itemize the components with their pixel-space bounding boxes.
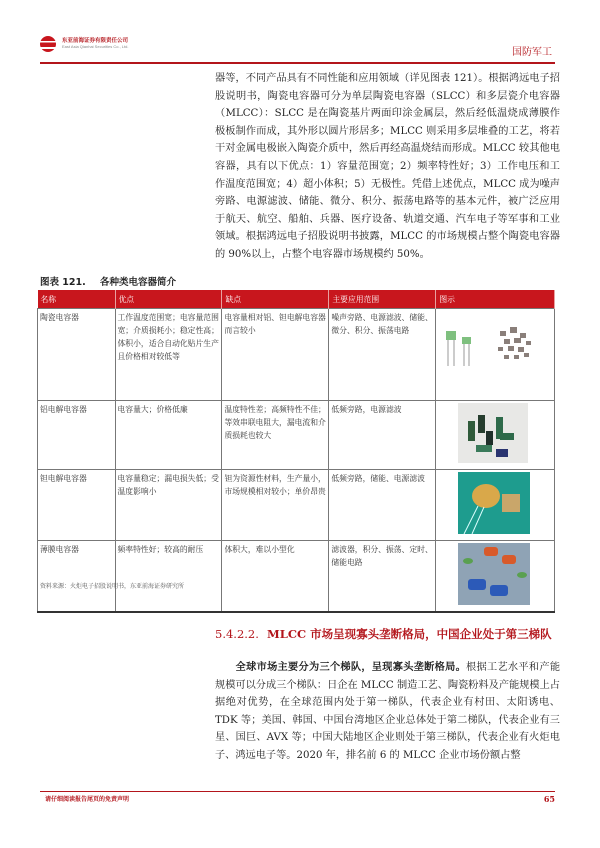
ceramic-capacitors-image bbox=[436, 309, 555, 401]
cell-cons: 体积大，难以小型化 bbox=[222, 541, 329, 613]
cell-name: 铝电解电容器 bbox=[38, 401, 116, 470]
col-header-image: 图示 bbox=[436, 290, 555, 309]
cell-name: 薄膜电容器 bbox=[38, 541, 116, 613]
capacitor-table bbox=[37, 290, 555, 613]
table-header-row bbox=[38, 290, 555, 309]
tantalum-capacitor-icon bbox=[438, 472, 544, 534]
table-row bbox=[38, 541, 555, 613]
intro-paragraph: 器等，不同产品具有不同性能和应用领域（详见图表 121）。根据鸿远电子招股说明书，陶瓷电容器可分为单层陶瓷电容器（SLCC）和多层瓷介电容器（MLCC）：SLCC 是在陶瓷基片两面印涂金属层，然后经低温烧成薄膜作极板制作而成，其外形以圆片形居多；MLCC 则采用多层堆叠的工艺，将若干对金属电极嵌入陶瓷介质中，然后再经高温烧结而形成。MLCC 较其他电容器，具有以下优点：1）容量范围宽；2）频率特性好；3）工作电压和工作温度范围宽；4）超小体积；5）无极性。凭借上述优点，MLCC 成为噪声旁路、电源滤波、储能、微分、积分、振荡电路等的基本元件，被广泛应用于航天、航空、船舶、兵器、医疗设备、轨道交通、汽车电子等军事和工业领域。根据鸿远电子招股说明书披露，MLCC 的市场规模占整个陶瓷电容器的 90%以上，占整个电容器市场规模约 50%。 bbox=[215, 73, 560, 260]
aluminum-electrolytic-capacitors-image bbox=[436, 401, 555, 470]
cell-apps: 低频旁路，电源滤波 bbox=[329, 401, 436, 470]
page-number: 65 bbox=[543, 794, 555, 804]
col-header-pros: 优点 bbox=[115, 290, 222, 309]
table-row bbox=[38, 401, 555, 470]
figure-source: 资料来源：火炬电子招股说明书，东亚前海证券研究所 bbox=[40, 583, 185, 590]
report-section-label: 国防军工 bbox=[512, 47, 552, 58]
section-number: 5.4.2.2. bbox=[215, 627, 259, 641]
col-header-name: 名称 bbox=[38, 290, 116, 309]
company-logo-icon bbox=[40, 36, 56, 52]
page-header bbox=[40, 30, 560, 60]
cell-pros: 工作温度范围宽；电容量范围宽；介质损耗小；稳定性高；体积小，适合自动化贴片生产且价格相对较低等 bbox=[115, 309, 222, 401]
section-title: MLCC 市场呈现寡头垄断格局，中国企业处于第三梯队 bbox=[267, 627, 552, 641]
figure-number: 图表 121. bbox=[40, 277, 86, 288]
cell-apps: 低频旁路，储能、电源滤波 bbox=[329, 470, 436, 541]
film-capacitors-image bbox=[436, 541, 555, 613]
cell-apps: 滤波器，积分、振荡、定时、储能电路 bbox=[329, 541, 436, 613]
cell-pros: 电容量大；价格低廉 bbox=[115, 401, 222, 470]
section-heading bbox=[215, 625, 560, 643]
ceramic-capacitor-icon bbox=[438, 311, 544, 381]
section-paragraph bbox=[215, 659, 560, 765]
company-name-en: East Asia Qianhai Securities Co., Ltd. bbox=[62, 44, 129, 49]
cell-apps: 噪声旁路、电源滤波、储能、微分、积分、振荡电路 bbox=[329, 309, 436, 401]
cell-pros: 频率特性好；较高的耐压 bbox=[115, 541, 222, 613]
header-divider bbox=[40, 62, 555, 64]
section-body: 根据工艺水平和产能规模可以分成三个梯队：日企在 MLCC 制造工艺、陶瓷粉料及产能规模上占据绝对优势，在全球范围内处于第一梯队，代表企业有村田、太阳诱电、TDK 等；美国、韩国、中国台湾地区企业总体处于第二梯队，代表企业有三星、国巨、AVX 等；中国大陆地区企业则处于第三梯队，代表企业有火炬电子、鸿远电子等。2020 年，排名前 6 的 MLCC 企业市场份额占整 bbox=[215, 662, 561, 761]
cell-cons: 温度特性差；高频特性不佳；等效串联电阻大，漏电流和介质损耗也较大 bbox=[222, 401, 329, 470]
table-row bbox=[38, 470, 555, 541]
electrolytic-capacitor-icon bbox=[438, 403, 544, 463]
figure-caption: 各种类电容器简介 bbox=[100, 277, 177, 288]
cell-cons: 钽为资源性材料，生产量小，市场规模相对较小；单价昂贵 bbox=[222, 470, 329, 541]
cell-name: 陶瓷电容器 bbox=[38, 309, 116, 401]
footer-disclaimer: 请仔细阅读报告尾页的免责声明 bbox=[45, 796, 130, 803]
tantalum-capacitors-image bbox=[436, 470, 555, 541]
figure-title bbox=[40, 274, 176, 288]
table-row bbox=[38, 309, 555, 401]
cell-name: 钽电解电容器 bbox=[38, 470, 116, 541]
section-lead: 全球市场主要分为三个梯队，呈现寡头垄断格局。 bbox=[235, 661, 467, 673]
film-capacitor-icon bbox=[438, 543, 544, 605]
cell-pros: 电容量稳定；漏电损失低；受温度影响小 bbox=[115, 470, 222, 541]
col-header-apps: 主要应用范围 bbox=[329, 290, 436, 309]
col-header-cons: 缺点 bbox=[222, 290, 329, 309]
company-name-cn: 东亚前海证券有限责任公司 bbox=[62, 38, 129, 44]
footer-divider bbox=[40, 791, 555, 792]
cell-cons: 电容量相对铝、钽电解电容器而言较小 bbox=[222, 309, 329, 401]
